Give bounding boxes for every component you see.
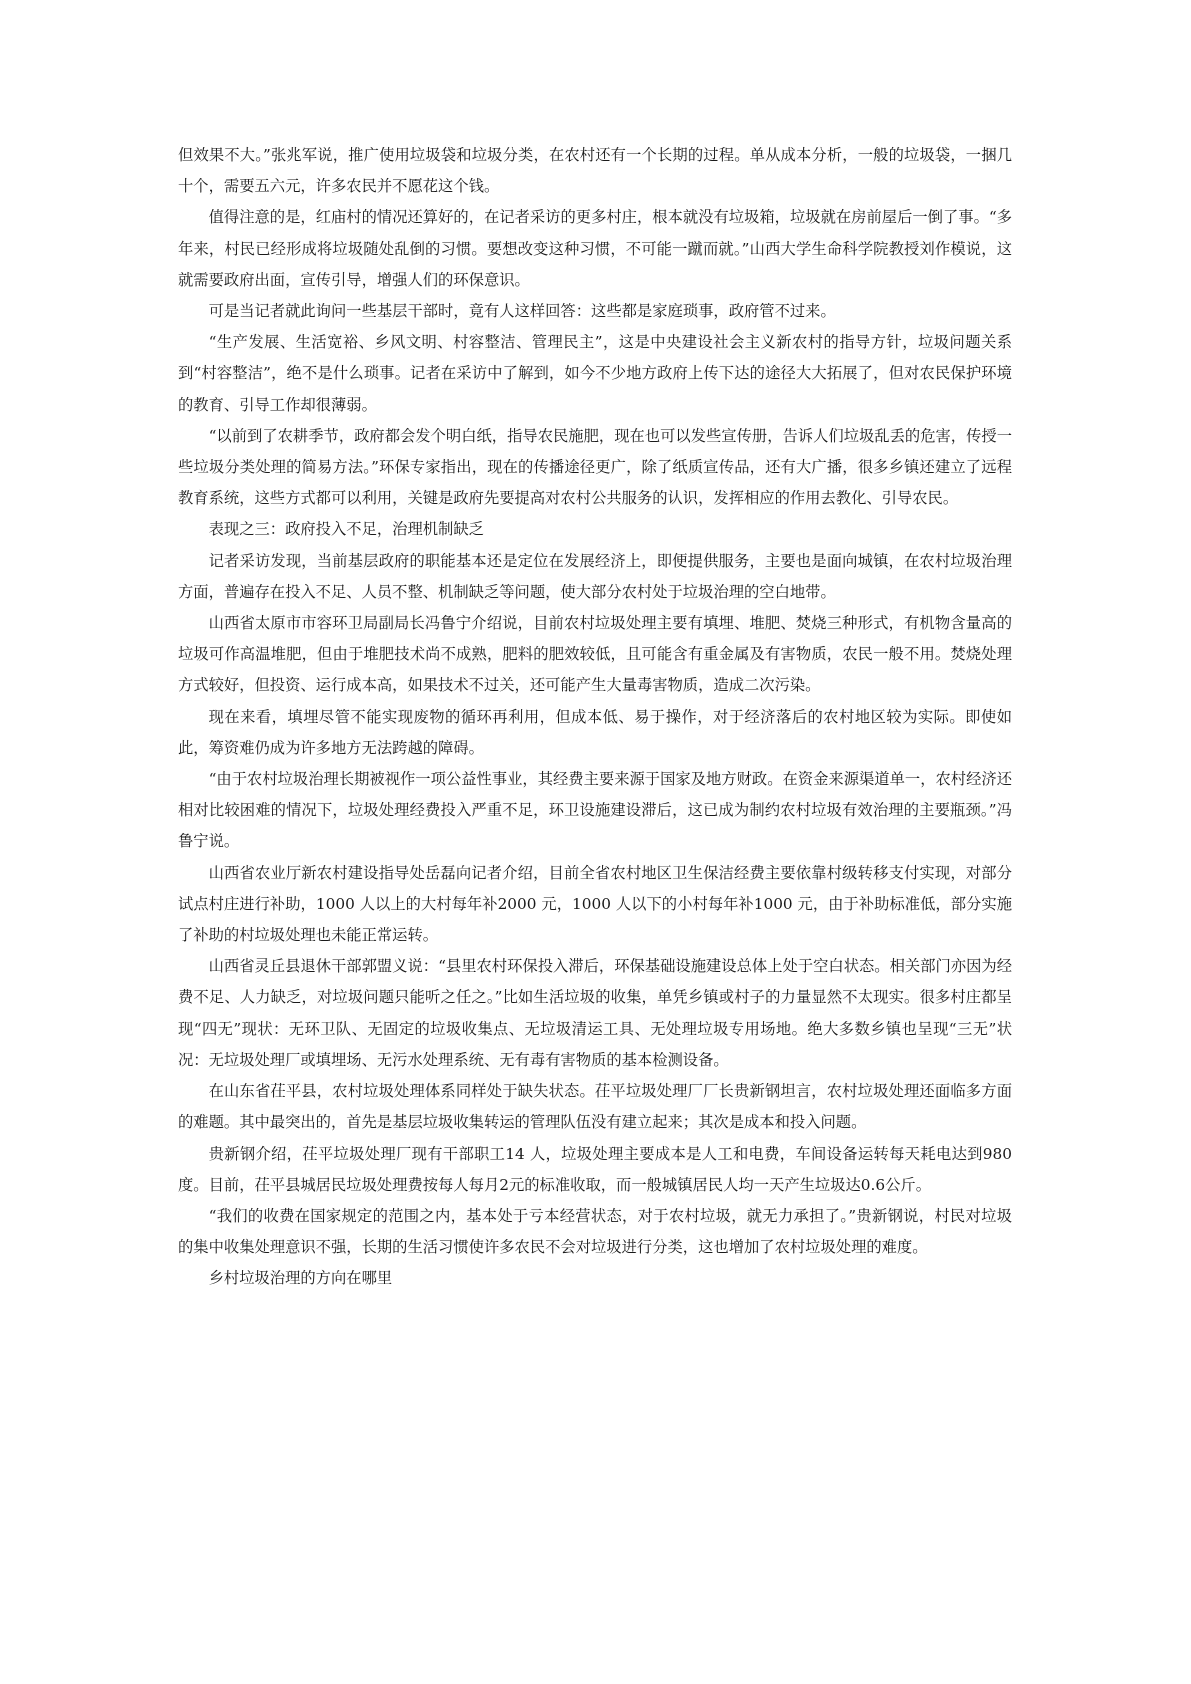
section-heading: 乡村垃圾治理的方向在哪里 xyxy=(208,1269,393,1288)
paragraph: “以前到了农耕季节，政府都会发个明白纸，指导农民施肥，现在也可以发些宣传册，告诉人们垃圾乱丢的危害，传授一些垃圾分类处理的简易方法。”环保专家指出，现在的传播途径更广，除了纸质宣传品，还有大广播，很多乡镇还建立了远程教育系统，这些方式都可以利用，关键是政府先要提高对农村公共服务的认识，发挥相应的作用去教化、引导农民。 xyxy=(178,426,1012,508)
paragraph: 贵新钢介绍，茌平垃圾处理厂现有干部职工14 人，垃圾处理主要成本是人工和电费，车间设备运转每天耗电达到980 度。目前，茌平县城居民垃圾处理费按每人每月2元的标准收取，而一般城镇居民人均一天产生垃圾达0.6公斤。 xyxy=(178,1144,1012,1194)
paragraph: 山西省农业厅新农村建设指导处岳磊向记者介绍，目前全省农村地区卫生保洁经费主要依靠村级转移支付实现，对部分试点村庄进行补助，1000 人以上的大村每年补2000 元，1000 人以下的小村每年补1000 元，由于补助标准低，部分实施了补助的村垃圾处理也未能正常运转。 xyxy=(178,863,1012,945)
paragraph: 山西省灵丘县退休干部郭盟义说：“县里农村环保投入滞后，环保基础设施建设总体上处于空白状态。相关部门亦因为经费不足、人力缺乏，对垃圾问题只能听之任之。”比如生活垃圾的收集，单凭乡镇或村子的力量显然不太现实。很多村庄都呈现“四无”现状：无环卫队、无固定的垃圾收集点、无垃圾清运工具、无处理垃圾专用场地。绝大多数乡镇也呈现“三无”状况：无垃圾处理厂或填埋场、无污水处理系统、无有毒有害物质的基本检测设备。 xyxy=(178,957,1012,1069)
paragraph: “由于农村垃圾治理长期被视作一项公益性事业，其经费主要来源于国家及地方财政。在资金来源渠道单一，农村经济还相对比较困难的情况下，垃圾处理经费投入严重不足，环卫设施建设滞后，这已成为制约农村垃圾有效治理的主要瓶颈。”冯鲁宁说。 xyxy=(178,770,1012,851)
paragraph: 山西省太原市市容环卫局副局长冯鲁宁介绍说，目前农村垃圾处理主要有填埋、堆肥、焚烧三种形式，有机物含量高的垃圾可作高温堆肥，但由于堆肥技术尚不成熟，肥料的肥效较低，且可能含有重金属及有害物质，农民一般不用。焚烧处理方式较好，但投资、运行成本高，如果技术不过关，还可能产生大量毒害物质，造成二次污染。 xyxy=(178,614,1012,695)
paragraph: “生产发展、生活宽裕、乡风文明、村容整洁、管理民主”，这是中央建设社会主义新农村的指导方针，垃圾问题关系到“村容整洁”，绝不是什么琐事。记者在采访中了解到，如今不少地方政府上传下达的途径大大拓展了，但对农民保护环境的教育、引导工作却很薄弱。 xyxy=(178,333,1012,414)
section-heading: 表现之三：政府投入不足，治理机制缺乏 xyxy=(208,520,484,539)
paragraph: 在山东省茌平县，农村垃圾处理体系同样处于缺失状态。茌平垃圾处理厂厂长贵新钢坦言，农村垃圾处理还面临多方面的难题。其中最突出的，首先是基层垃圾收集转运的管理队伍没有建立起来；其次是成本和投入问题。 xyxy=(178,1082,1012,1132)
paragraph: 记者采访发现，当前基层政府的职能基本还是定位在发展经济上，即便提供服务，主要也是面向城镇，在农村垃圾治理方面，普遍存在投入不足、人员不整、机制缺乏等问题，使大部分农村处于垃圾治理的空白地带。 xyxy=(178,551,1012,601)
paragraph: “我们的收费在国家规定的范围之内，基本处于亏本经营状态，对于农村垃圾，就无力承担了。”贵新钢说，村民对垃圾的集中收集处理意识不强，长期的生活习惯使许多农民不会对垃圾进行分类，这也增加了农村垃圾处理的难度。 xyxy=(178,1206,1012,1257)
paragraph: 可是当记者就此询问一些基层干部时，竟有人这样回答：这些都是家庭琐事，政府管不过来。 xyxy=(208,302,836,321)
paragraph: 但效果不大。”张兆军说，推广使用垃圾袋和垃圾分类，在农村还有一个长期的过程。单从成本分析，一般的垃圾袋，一捆几十个，需要五六元，许多农民并不愿花这个钱。 xyxy=(178,146,1012,196)
paragraph: 值得注意的是，红庙村的情况还算好的，在记者采访的更多村庄，根本就没有垃圾箱，垃圾就在房前屋后一倒了事。“多年来，村民已经形成将垃圾随处乱倒的习惯。要想改变这种习惯，不可能一蹴而就。”山西大学生命科学院教授刘作模说，这就需要政府出面，宣传引导，增强人们的环保意识。 xyxy=(178,208,1012,289)
paragraph: 现在来看，填埋尽管不能实现废物的循环再利用，但成本低、易于操作，对于经济落后的农村地区较为实际。即使如此，筹资难仍成为许多地方无法跨越的障碍。 xyxy=(178,707,1012,757)
document-page xyxy=(178,140,1012,1295)
